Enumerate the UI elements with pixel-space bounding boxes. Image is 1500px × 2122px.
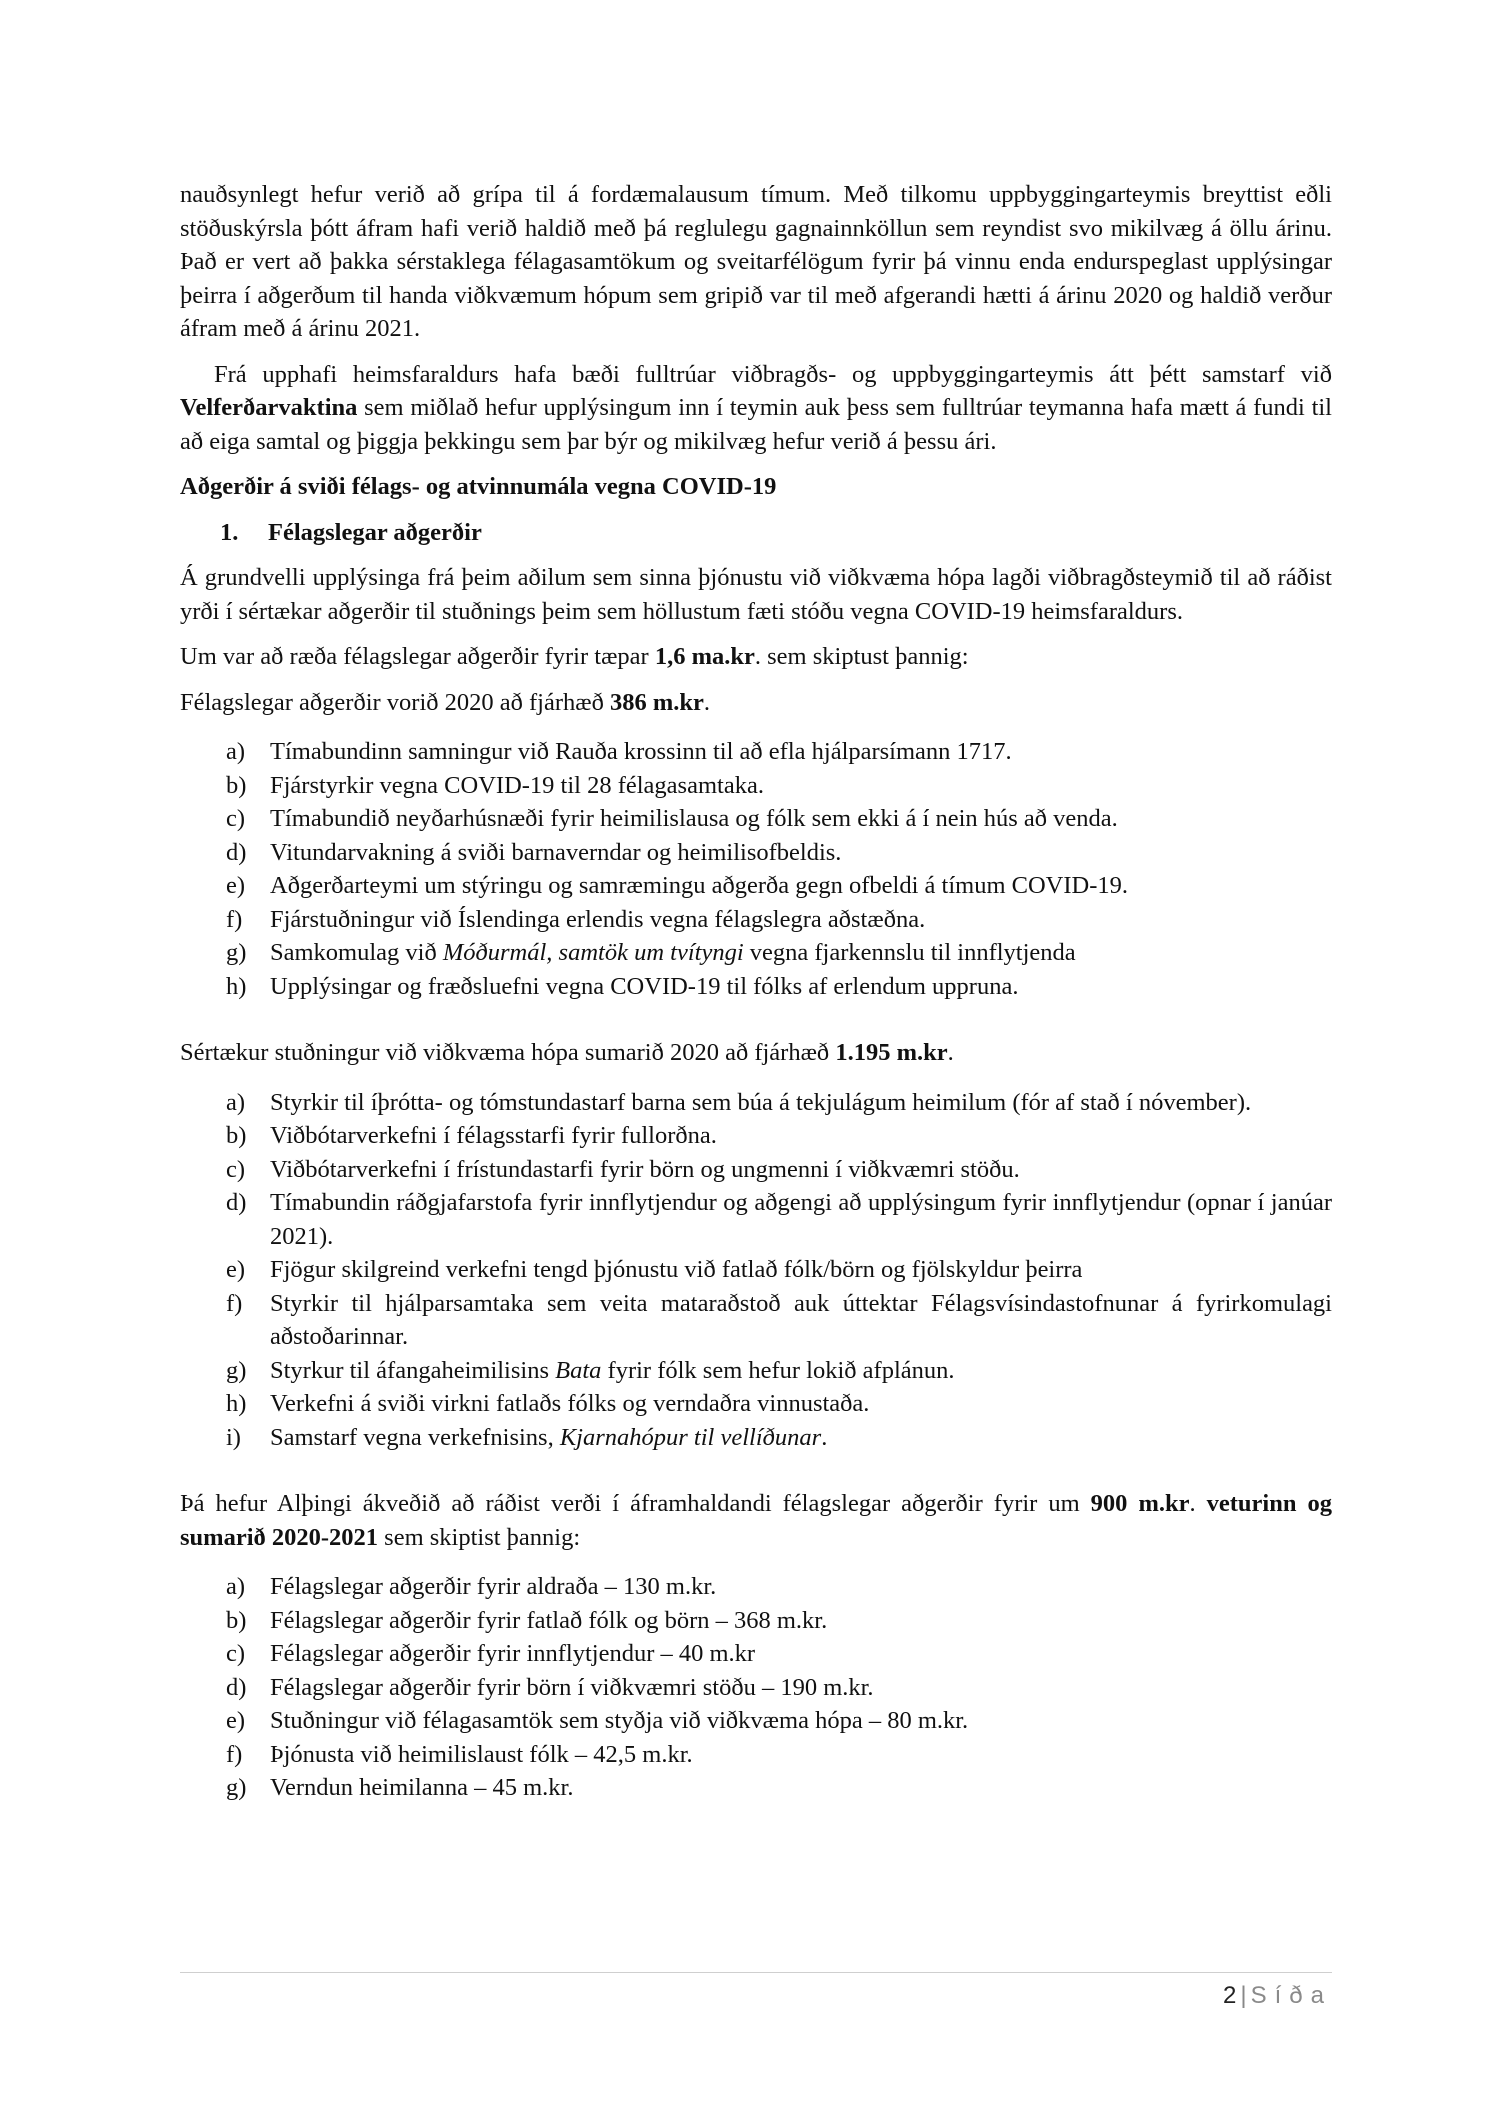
list-item-letter: f) xyxy=(226,1289,243,1317)
bold-amount: 386 m.kr xyxy=(609,688,704,716)
bold-amount: 1,6 ma.kr xyxy=(654,643,755,670)
list-item-text: Tímabundið neyðarhúsnæði fyrir heimilislausa og fólk sem ekki á í nein hús að venda. xyxy=(270,805,1118,832)
list-item xyxy=(180,970,1332,1004)
list-item-letter: h) xyxy=(226,1390,247,1417)
page-footer xyxy=(1223,1982,1332,2010)
list-item-text: Vitundarvakning á sviði barnaverndar og heimilisofbeldis. xyxy=(270,838,842,866)
list-item-letter: g) xyxy=(226,1774,247,1801)
list-item-text: Fjárstyrkir vegna COVID-19 til 28 félagasamtaka. xyxy=(270,771,764,799)
list-item-letter: d) xyxy=(226,1189,247,1216)
list-item-text-after: . xyxy=(821,1423,828,1451)
list-item xyxy=(180,1704,1332,1738)
list-item-letter: g) xyxy=(226,939,247,966)
document-page xyxy=(180,178,1332,1838)
list-item-text: Viðbótarverkefni í félagsstarfi fyrir fullorðna. xyxy=(270,1122,717,1149)
list-item-text: Tímabundin ráðgjafarstofa fyrir innflytjendur og aðgengi að upplýsingum fyrir innflytjendur (opnar í janúar 2021). xyxy=(270,1189,1332,1250)
list-item xyxy=(180,1671,1332,1705)
list-item-text: Aðgerðarteymi um stýringu og samræmingu aðgerða gegn ofbeldi á tímum COVID-19. xyxy=(270,872,1129,899)
text-span: Um var að ræða félagslegar aðgerðir fyrir tæpar xyxy=(180,643,655,670)
list-item-letter: c) xyxy=(226,805,246,832)
intro-paragraph: nauðsynlegt hefur verið að grípa til á fordæmalausum tímum. Með tilkomu uppbyggingarteymis breyttist eðli stöðuskýrsla þótt áfram hafi verið haldið með þá reglulegu gagnainnköllun sem reyndist svo mikilvæg á öllu árinu. Það er vert að þakka sérstaklega félagasamtökum og sveitarfélögum fyrir þá vinnu enda endurspeglast upplýsingar þeirra í aðgerðum til handa viðkvæmum hópum sem gripið var til með afgerandi hætti á árinu 2020 og haldið verður áfram með á árinu 2021. xyxy=(180,181,1332,342)
list-item-letter: a) xyxy=(226,1573,246,1600)
list-item-letter: d) xyxy=(226,1673,247,1701)
list-item-letter: b) xyxy=(226,771,247,799)
list-item-letter: d) xyxy=(226,838,247,866)
text-span: . xyxy=(1189,1490,1207,1517)
list-item-text: Félagslegar aðgerðir fyrir börn í viðkvæmri stöðu – 190 m.kr. xyxy=(270,1673,874,1701)
section-heading: Aðgerðir á sviði félags- og atvinnumála vegna COVID-19 xyxy=(180,473,777,500)
list-item-italic: Móðurmál, samtök um tvítyngi xyxy=(442,939,744,966)
list-item-letter: e) xyxy=(226,872,246,899)
summer-measures-list xyxy=(180,1086,1332,1455)
page-number: 2 xyxy=(1223,1982,1237,2009)
text-span: . xyxy=(703,688,711,716)
list-item-letter: h) xyxy=(226,972,247,1000)
list-item-letter: b) xyxy=(226,1606,247,1634)
list-item-text: Félagslegar aðgerðir fyrir innflytjendur – 40 m.kr xyxy=(270,1640,756,1667)
subsection-heading xyxy=(220,516,1332,550)
subsection-title: Félagslegar aðgerðir xyxy=(268,518,482,546)
spring-paragraph xyxy=(180,686,1332,720)
list-item-letter: a) xyxy=(226,738,246,765)
list-item-text: Fjárstuðningur við Íslendinga erlendis vegna félagslegra aðstæðna. xyxy=(270,905,926,933)
list-item xyxy=(180,1253,1332,1287)
bold-period: veturinn og sumarið 2020-2021 xyxy=(180,1490,1333,1551)
list-item-text: Viðbótarverkefni í frístundastarfi fyrir börn og ungmenni í viðkvæmri stöðu. xyxy=(270,1155,1020,1183)
list-item-letter: g) xyxy=(226,1356,247,1384)
subsection-number: 1. xyxy=(220,518,239,546)
list-item-text: Samstarf vegna verkefnisins, xyxy=(270,1423,560,1451)
list-item-text: Þjónusta við heimilislaust fólk – 42,5 m.kr. xyxy=(270,1740,693,1768)
list-item-text: Fjögur skilgreind verkefni tengd þjónustu við fatlað fólk/börn og fjölskyldur þeirra xyxy=(270,1256,1083,1283)
list-item-letter: a) xyxy=(226,1088,246,1116)
list-item xyxy=(180,1119,1332,1153)
list-item xyxy=(180,903,1332,937)
bold-term: Velferðarvaktina xyxy=(180,394,358,421)
text-span: Frá upphafi heimsfaraldurs hafa bæði fulltrúar viðbragðs- og uppbyggingarteymis átt þétt samstarf við xyxy=(214,360,1332,388)
total-paragraph xyxy=(180,640,1332,674)
bold-amount: 1.195 m.kr xyxy=(835,1039,948,1066)
list-item xyxy=(180,1604,1332,1638)
velferdarvakt-paragraph xyxy=(180,358,1332,459)
spring-measures-list xyxy=(180,735,1332,1003)
list-item-text: Styrkir til hjálparsamtaka sem veita mataraðstoð auk úttektar Félagsvísindastofnunar á fyrirkomulagi aðstoðarinnar. xyxy=(270,1289,1332,1350)
list-item-letter: f) xyxy=(226,1740,243,1768)
footer-divider xyxy=(180,1972,1332,1973)
text-span: . sem skiptust þannig: xyxy=(754,643,969,670)
list-item xyxy=(180,1570,1332,1604)
list-item xyxy=(180,1637,1332,1671)
text-span: Þá hefur Alþingi ákveðið að ráðist verði í áframhaldandi félagslegar aðgerðir fyrir um xyxy=(180,1490,1091,1517)
list-item-letter: c) xyxy=(226,1640,246,1667)
list-item-text: Stuðningur við félagasamtök sem styðja við viðkvæma hópa – 80 m.kr. xyxy=(270,1707,969,1734)
list-item-letter: f) xyxy=(226,905,243,933)
list-item-italic: Bata xyxy=(555,1356,602,1384)
list-item xyxy=(180,836,1332,870)
list-item-letter: c) xyxy=(226,1155,246,1183)
page-label: Síða xyxy=(1250,1982,1332,2009)
list-item-text: Styrkur til áfangaheimilisins xyxy=(270,1356,556,1384)
list-item-letter: e) xyxy=(226,1256,246,1283)
list-item xyxy=(180,1287,1332,1354)
list-item-italic: Kjarnahópur til vellíðunar xyxy=(559,1423,822,1451)
footer-separator: | xyxy=(1240,1982,1247,2009)
list-item xyxy=(180,1421,1332,1455)
list-item-letter: e) xyxy=(226,1707,246,1734)
list-item xyxy=(180,1086,1332,1120)
list-item-text: Tímabundinn samningur við Rauða krossinn til að efla hjálparsímann 1717. xyxy=(270,738,1012,765)
list-item-letter: i) xyxy=(226,1423,241,1451)
list-item xyxy=(180,936,1332,970)
text-span: Sértækur stuðningur við viðkvæma hópa sumarið 2020 að fjárhæð xyxy=(180,1039,836,1066)
list-item xyxy=(180,1738,1332,1772)
list-item xyxy=(180,1186,1332,1253)
list-item-text: Samkomulag við xyxy=(270,939,443,966)
list-item-text: Félagslegar aðgerðir fyrir fatlað fólk og börn – 368 m.kr. xyxy=(270,1606,828,1634)
summer-paragraph xyxy=(180,1036,1332,1070)
list-item xyxy=(180,1387,1332,1421)
list-item xyxy=(180,802,1332,836)
text-span: sem miðlað hefur upplýsingum inn í teymin auk þess sem fulltrúar teymanna hafa mætt á fundi til að eiga samtal og þiggja þekkingu sem þar býr og mikilvæg hefur verið á þessu ári. xyxy=(180,394,1332,455)
list-item xyxy=(180,1771,1332,1805)
list-item xyxy=(180,1354,1332,1388)
list-item-text-after: vegna fjarkennslu til innflytjenda xyxy=(743,939,1076,966)
list-item xyxy=(180,869,1332,903)
list-item-text: Verndun heimilanna – 45 m.kr. xyxy=(270,1774,574,1801)
winter-paragraph xyxy=(180,1487,1332,1554)
grundvelli-paragraph: Á grundvelli upplýsinga frá þeim aðilum sem sinna þjónustu við viðkvæma hópa lagði viðbragðsteymið til að ráðist yrði í sértækar aðgerðir til stuðnings þeim sem höllustum fæti stóðu vegna COVID-19 heimsfaraldurs. xyxy=(180,564,1332,625)
text-span: . xyxy=(947,1039,954,1066)
list-item xyxy=(180,1153,1332,1187)
bold-amount: 900 m.kr xyxy=(1090,1490,1190,1517)
winter-measures-list xyxy=(180,1570,1332,1805)
list-item-letter: b) xyxy=(226,1122,247,1149)
list-item-text: Styrkir til íþrótta- og tómstundastarf barna sem búa á tekjulágum heimilum (fór af stað í nóvember). xyxy=(270,1088,1252,1116)
list-item-text-after: fyrir fólk sem hefur lokið afplánun. xyxy=(601,1356,955,1384)
list-item-text: Verkefni á sviði virkni fatlaðs fólks og verndaðra vinnustaða. xyxy=(270,1390,870,1417)
text-span: sem skiptist þannig: xyxy=(378,1523,581,1551)
list-item xyxy=(180,735,1332,769)
list-item-text: Upplýsingar og fræðsluefni vegna COVID-19 til fólks af erlendum uppruna. xyxy=(270,972,1019,1000)
list-item-text: Félagslegar aðgerðir fyrir aldraða – 130 m.kr. xyxy=(270,1573,717,1600)
list-item xyxy=(180,769,1332,803)
text-span: Félagslegar aðgerðir vorið 2020 að fjárhæð xyxy=(180,688,610,716)
